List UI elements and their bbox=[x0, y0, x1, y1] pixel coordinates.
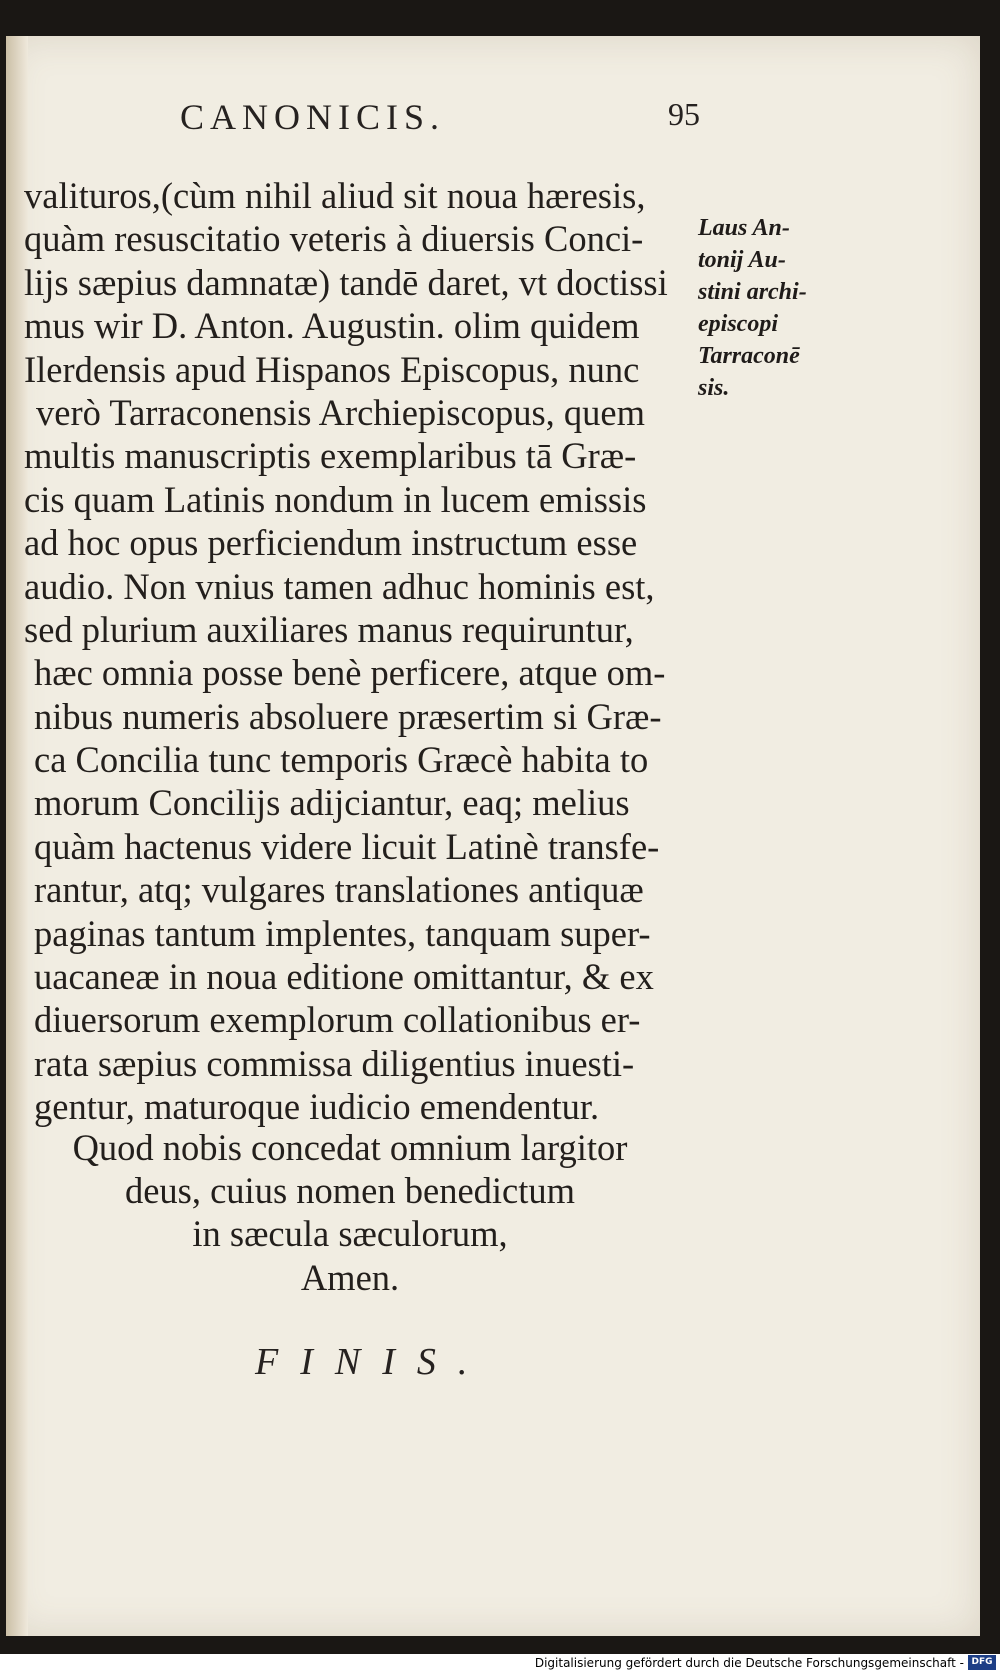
text-line: rantur, atq; vulgares translationes antiquæ bbox=[34, 869, 644, 911]
text-line: morum Concilijs adijciantur, eaq; melius bbox=[34, 782, 630, 824]
text-line: lijs sæpius damnatæ) tandē daret, vt doctissi bbox=[24, 261, 668, 303]
page-header bbox=[180, 96, 700, 146]
text-line: ca Concilia tunc temporis Græcè habita to bbox=[34, 739, 649, 781]
closing-line: deus, cuius nomen benedictum bbox=[124, 1170, 576, 1211]
text-line: mus wir D. Anton. Augustin. olim quidem bbox=[24, 305, 640, 347]
text-line: multis manuscriptis exemplaribus tā Græ- bbox=[24, 435, 637, 477]
digitization-credit: Digitalisierung gefördert durch die Deutsche Forschungsgemeinschaft - bbox=[534, 1656, 964, 1670]
dfg-logo-icon: DFG bbox=[968, 1655, 996, 1670]
marginal-note-line: stini archi- bbox=[698, 279, 807, 305]
text-line: Ilerdensis apud Hispanos Episcopus, nunc bbox=[24, 348, 640, 390]
closing-line: Quod nobis concedat omnium largitor bbox=[72, 1127, 628, 1168]
body-text bbox=[24, 174, 704, 1129]
text-line: cis quam Latinis nondum in lucem emissis bbox=[24, 478, 647, 520]
text-line: verò Tarraconensis Archiepiscopus, quem bbox=[36, 391, 645, 433]
text-line: uacaneæ in noua editione omittantur, & ex bbox=[34, 956, 654, 998]
closing-line: in sæcula sæculorum, bbox=[192, 1213, 508, 1254]
text-line: audio. Non vnius tamen adhuc hominis est, bbox=[24, 565, 655, 607]
text-line: hæc omnia posse benè perficere, atque om- bbox=[34, 652, 666, 694]
text-line: sed plurium auxiliares manus requiruntur, bbox=[24, 608, 634, 650]
marginal-note-line: tonij Au- bbox=[698, 247, 786, 273]
marginal-note-line: episcopi bbox=[698, 311, 778, 337]
text-line: quàm resuscitatio veteris à diuersis Conci- bbox=[24, 218, 644, 260]
marginal-note-line: sis. bbox=[698, 375, 730, 401]
marginal-note-line: Tarraconē bbox=[698, 343, 800, 369]
marginal-note bbox=[698, 212, 838, 404]
marginal-note-line: Laus An- bbox=[698, 215, 790, 241]
running-head: CANONICIS. bbox=[180, 97, 446, 137]
text-line: rata sæpius commissa diligentius inuesti- bbox=[34, 1042, 635, 1084]
text-line: ad hoc opus perficiendum instructum esse bbox=[24, 522, 638, 564]
page-number: 95 bbox=[668, 96, 700, 132]
text-line: diuersorum exemplorum collationibus er- bbox=[34, 999, 641, 1041]
text-line: paginas tantum implentes, tanquam super- bbox=[34, 912, 651, 954]
finis-heading: FINIS. bbox=[255, 1341, 490, 1383]
text-line: quàm hactenus videre licuit Latinè transfe- bbox=[34, 825, 660, 867]
text-line: valituros,(cùm nihil aliud sit noua hæresis, bbox=[24, 175, 646, 216]
closing-line-amen: Amen. bbox=[300, 1257, 400, 1298]
text-line: gentur, maturoque iudicio emendentur. bbox=[34, 1086, 600, 1128]
text-line: nibus numeris absoluere præsertim si Græ- bbox=[34, 695, 662, 737]
